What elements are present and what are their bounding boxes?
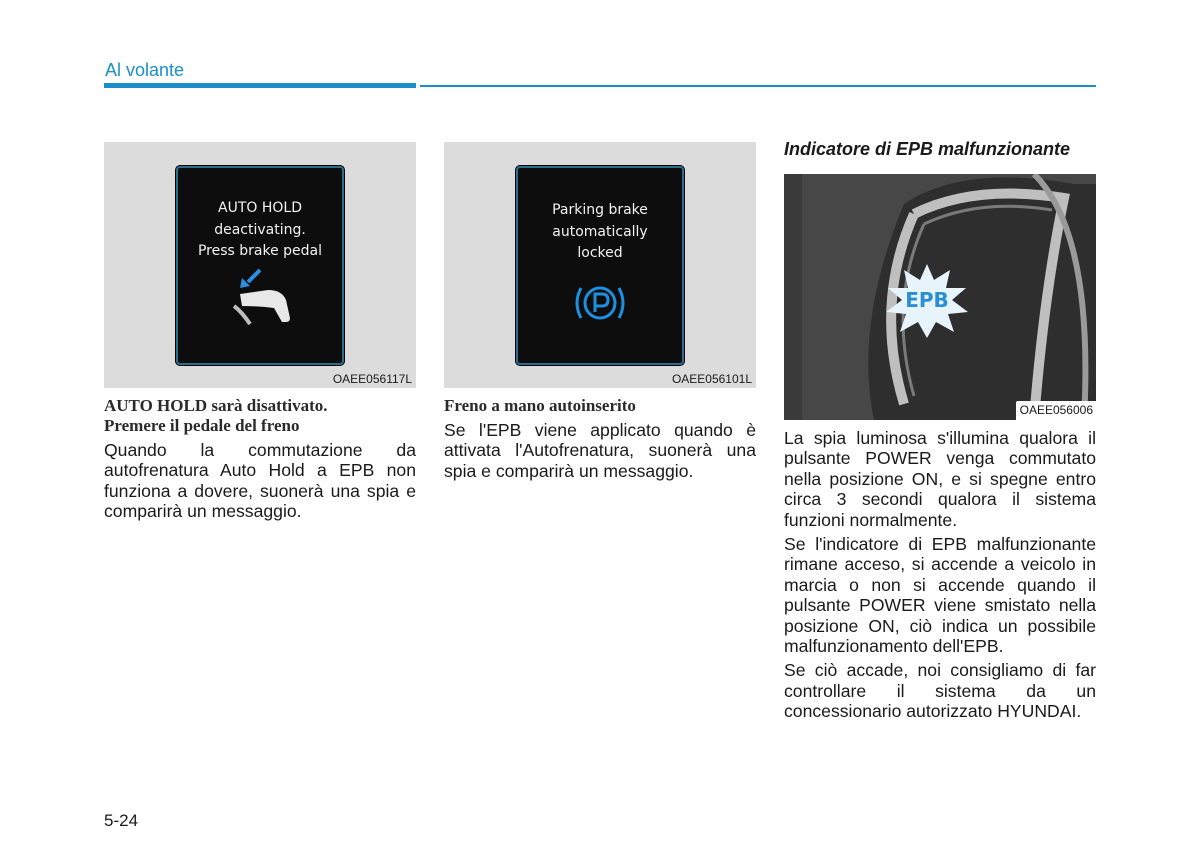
display-line: Parking brake xyxy=(552,202,648,218)
display-line: deactivating. xyxy=(214,221,306,238)
figure-auto-hold xyxy=(104,142,416,388)
paragraph: Quando la commutazione da autofrenatura Auto Hold a EPB non funziona a dovere, suonerà una spia e comparirà un messaggio. xyxy=(104,440,416,522)
display-line: AUTO HOLD xyxy=(218,200,302,216)
figure-parking-brake xyxy=(444,142,756,388)
display-line: Press brake pedal xyxy=(197,243,323,259)
brake-pedal-press-icon xyxy=(228,266,298,328)
figure-epb-indicator xyxy=(784,174,1096,420)
caption-line: Premere il pedale del freno xyxy=(104,416,300,435)
paragraph: Se l'EPB viene applicato quando è attivata l'Autofrenatura, suonerà una spia e comparirà un messaggio. xyxy=(444,420,756,481)
display-message xyxy=(178,198,342,263)
header-rule-thin xyxy=(420,85,1096,87)
epb-warning-icon xyxy=(884,262,970,340)
epb-label: EPB xyxy=(905,288,949,312)
display-line: automatically xyxy=(552,223,648,240)
header-rule-thick xyxy=(104,83,416,88)
figure-code: OAEE056117L xyxy=(332,372,412,386)
paragraph: La spia luminosa s'illumina qualora il pulsante POWER venga commutato nella posizione ON, e si spegne entro circa 3 secondi qualora il sistema funzioni normalmente. xyxy=(784,428,1096,530)
display-line: locked xyxy=(577,245,623,261)
parking-brake-icon xyxy=(570,278,630,328)
body-parking-brake xyxy=(444,420,756,485)
caption-auto-hold xyxy=(104,396,416,436)
body-epb-malfunction xyxy=(784,428,1096,726)
figure-code: OAEE056006 xyxy=(1016,401,1096,420)
figure-code: OAEE056101L xyxy=(671,372,752,386)
caption-line: AUTO HOLD sarà disattivato. xyxy=(104,396,328,415)
paragraph: Se l'indicatore di EPB malfunzionante rimane acceso, si accende a veicolo in marcia o non si accende quando il pulsante POWER viene smistato nella posizione ON, ciò indica un possibile malfunzionamento dell'EPB. xyxy=(784,534,1096,657)
section-title: Al volante xyxy=(105,60,185,80)
cluster-display xyxy=(516,166,684,365)
page-number: 5-24 xyxy=(104,811,139,830)
paragraph: Se ciò accade, noi consigliamo di far controllare il sistema da un concessionario autorizzato HYUNDAI. xyxy=(784,660,1096,722)
display-message xyxy=(518,200,682,265)
body-auto-hold xyxy=(104,440,416,526)
caption-parking-brake: Freno a mano autoinserito xyxy=(444,396,636,415)
cluster-display xyxy=(176,166,344,365)
heading-epb-malfunction: Indicatore di EPB malfunzionante xyxy=(784,139,1071,159)
